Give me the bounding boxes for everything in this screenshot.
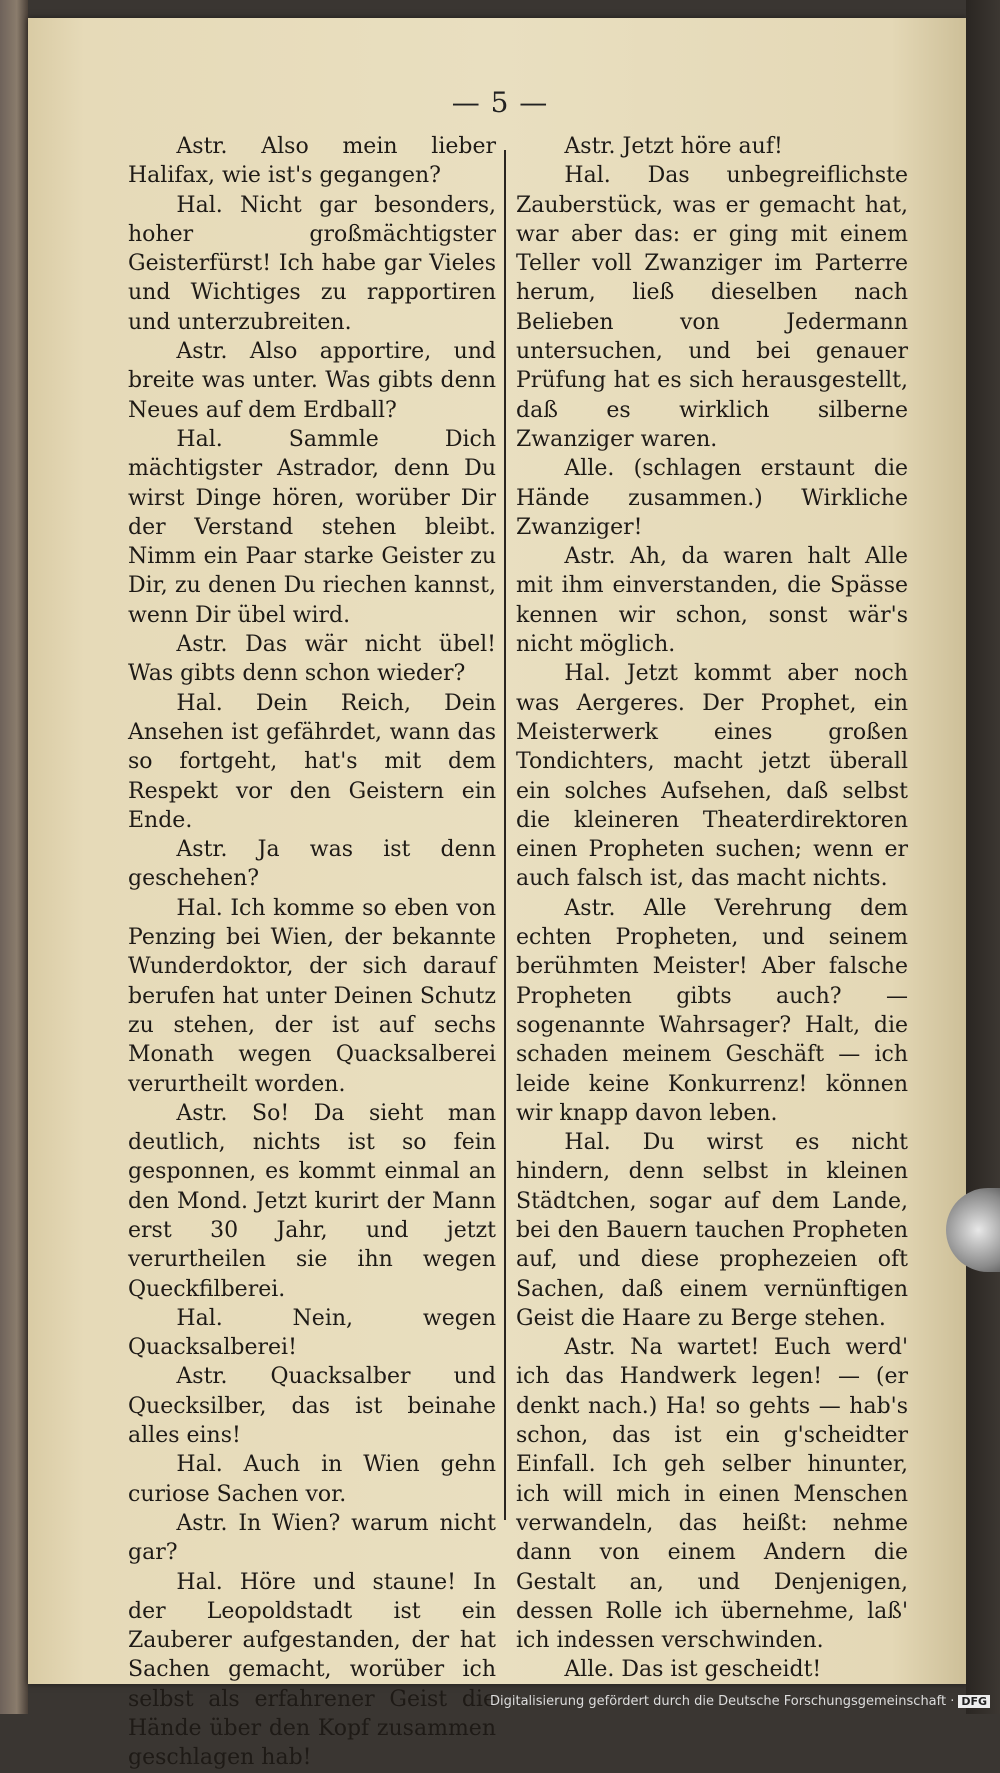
dialogue-line: Alle. Das ist gescheidt! [564, 1657, 822, 1683]
dialogue-line: Hal. Dein Reich, Dein Ansehen ist gefährdet, wann das so fortgeht, hat's mit dem Respekt vor den Geistern ein Ende. [128, 690, 496, 833]
credit-text: Digitalisierung gefördert durch die Deutsche Forschungsgemeinschaft · [490, 1694, 955, 1709]
dialogue-line: Hal. Jetzt kommt aber noch was Aergeres. Der Prophet, ein Meisterwerk eines großen Tondichters, macht jetzt überall ein solches Aufsehen, daß selbst die kleineren Theaterdirektoren einen Propheten suchen; wenn er auch falsch ist, das macht nichts. [516, 661, 908, 892]
right-column [516, 132, 908, 1685]
dfg-logo: DFG [958, 1695, 990, 1708]
book-spine-shadow [0, 0, 28, 1714]
scan-background [966, 0, 1000, 1714]
dialogue-line: Astr. So! Da sieht man deutlich, nichts ist so fein gesponnen, es kommt einmal an den Mond. Jetzt kurirt der Mann erst 30 Jahr, und jetzt verurtheilen sie ihn wegen Queckfilberei. [128, 1100, 496, 1302]
dialogue-line: Hal. Auch in Wien gehn curiose Sachen vor. [128, 1452, 496, 1507]
dialogue-line: Hal. Sammle Dich mächtigster Astrador, denn Du wirst Dinge hören, worüber Dir der Verstand stehen bleibt. Nimm ein Paar starke Geister zu Dir, zu denen Du riechen kannst, wenn Dir übel wird. [128, 426, 496, 628]
dialogue-line: Hal. Das unbegreiflichste Zauberstück, was er gemacht hat, war aber das: er ging mit einem Teller voll Zwanziger im Parterre herum, ließ dieselben nach Belieben von Jedermann untersuchen, und bei genauer Prüfung hat es sich herausgestellt, daß es wirklich silberne Zwanziger waren. [516, 163, 908, 452]
dialogue-line: Hal. Ich komme so eben von Penzing bei Wien, der bekannte Wunderdoktor, der sich darauf berufen hat unter Deinen Schutz zu stehen, der ist auf sechs Monath wegen Quacksalberei verurtheilt worden. [128, 895, 496, 1097]
column-divider [504, 150, 506, 1520]
dialogue-line: Astr. Ah, da waren halt Alle mit ihm einverstanden, die Spässe kennen wir schon, sonst wär's nicht möglich. [516, 544, 908, 658]
page-number: — 5 — [451, 86, 549, 119]
left-column [128, 132, 496, 1773]
dialogue-line: Astr. Alle Verehrung dem echten Propheten, und seinem berühmten Meister! Aber falsche Propheten gibts auch? — sogenannte Wahrsager? Halt, die schaden meinem Geschäft — ich leide keine Konkurrenz! können wir knapp davon leben. [516, 895, 908, 1126]
dialogue-line: Hal. Nicht gar besonders, hoher großmächtigster Geisterfürst! Ich habe gar Vieles und Wichtiges zu rapportiren und unterzubreiten. [128, 192, 496, 335]
dialogue-line: Astr. Quacksalber und Quecksilber, das ist beinahe alles eins! [128, 1364, 496, 1449]
dialogue-line: Astr. Also mein lieber Halifax, wie ist's gegangen? [128, 134, 496, 189]
dialogue-line: Hal. Nein, wegen Quacksalberei! [128, 1305, 496, 1361]
dialogue-line: Hal. Du wirst es nicht hindern, denn selbst in kleinen Städtchen, sogar auf dem Lande, bei den Bauern tauchen Propheten auf, und diese prophezeien oft Sachen, daß einem vernünftigen Geist die Haare zu Berge stehen. [516, 1130, 908, 1331]
dialogue-line: Astr. Das wär nicht übel! Was gibts denn schon wieder? [128, 632, 496, 687]
dialogue-line: Alle. (schlagen erstaunt die Hände zusammen.) Wirkliche Zwanziger! [516, 456, 908, 540]
dialogue-line: Astr. In Wien? warum nicht gar? [128, 1510, 496, 1566]
digitization-credit [490, 1694, 990, 1709]
dialogue-line: Astr. Ja was ist denn geschehen? [128, 837, 496, 892]
dialogue-line: Astr. Na wartet! Euch werd' ich das Handwerk legen! — (er denkt nach.) Ha! so gehts — hab's schon, das ist ein g'scheidter Einfall. Ich geh selber hinunter, ich will mich in einen Menschen verwandeln, das heißt: nehme dann von einem Andern die Gestalt an, und Denjenigen, dessen Rolle ich übernehme, laß' ich indessen verschwinden. [516, 1335, 908, 1654]
dialogue-line: Hal. Höre und staune! In der Leopoldstadt ist ein Zauberer aufgestanden, der hat Sachen gemacht, worüber ich selbst als erfahrener Geist die Hände über den Kopf zusammen geschlagen hab! [128, 1569, 496, 1771]
dialogue-line: Astr. Also apportire, und breite was unter. Was gibts denn Neues auf dem Erdball? [128, 339, 496, 423]
dialogue-line: Astr. Jetzt höre auf! [564, 134, 783, 159]
